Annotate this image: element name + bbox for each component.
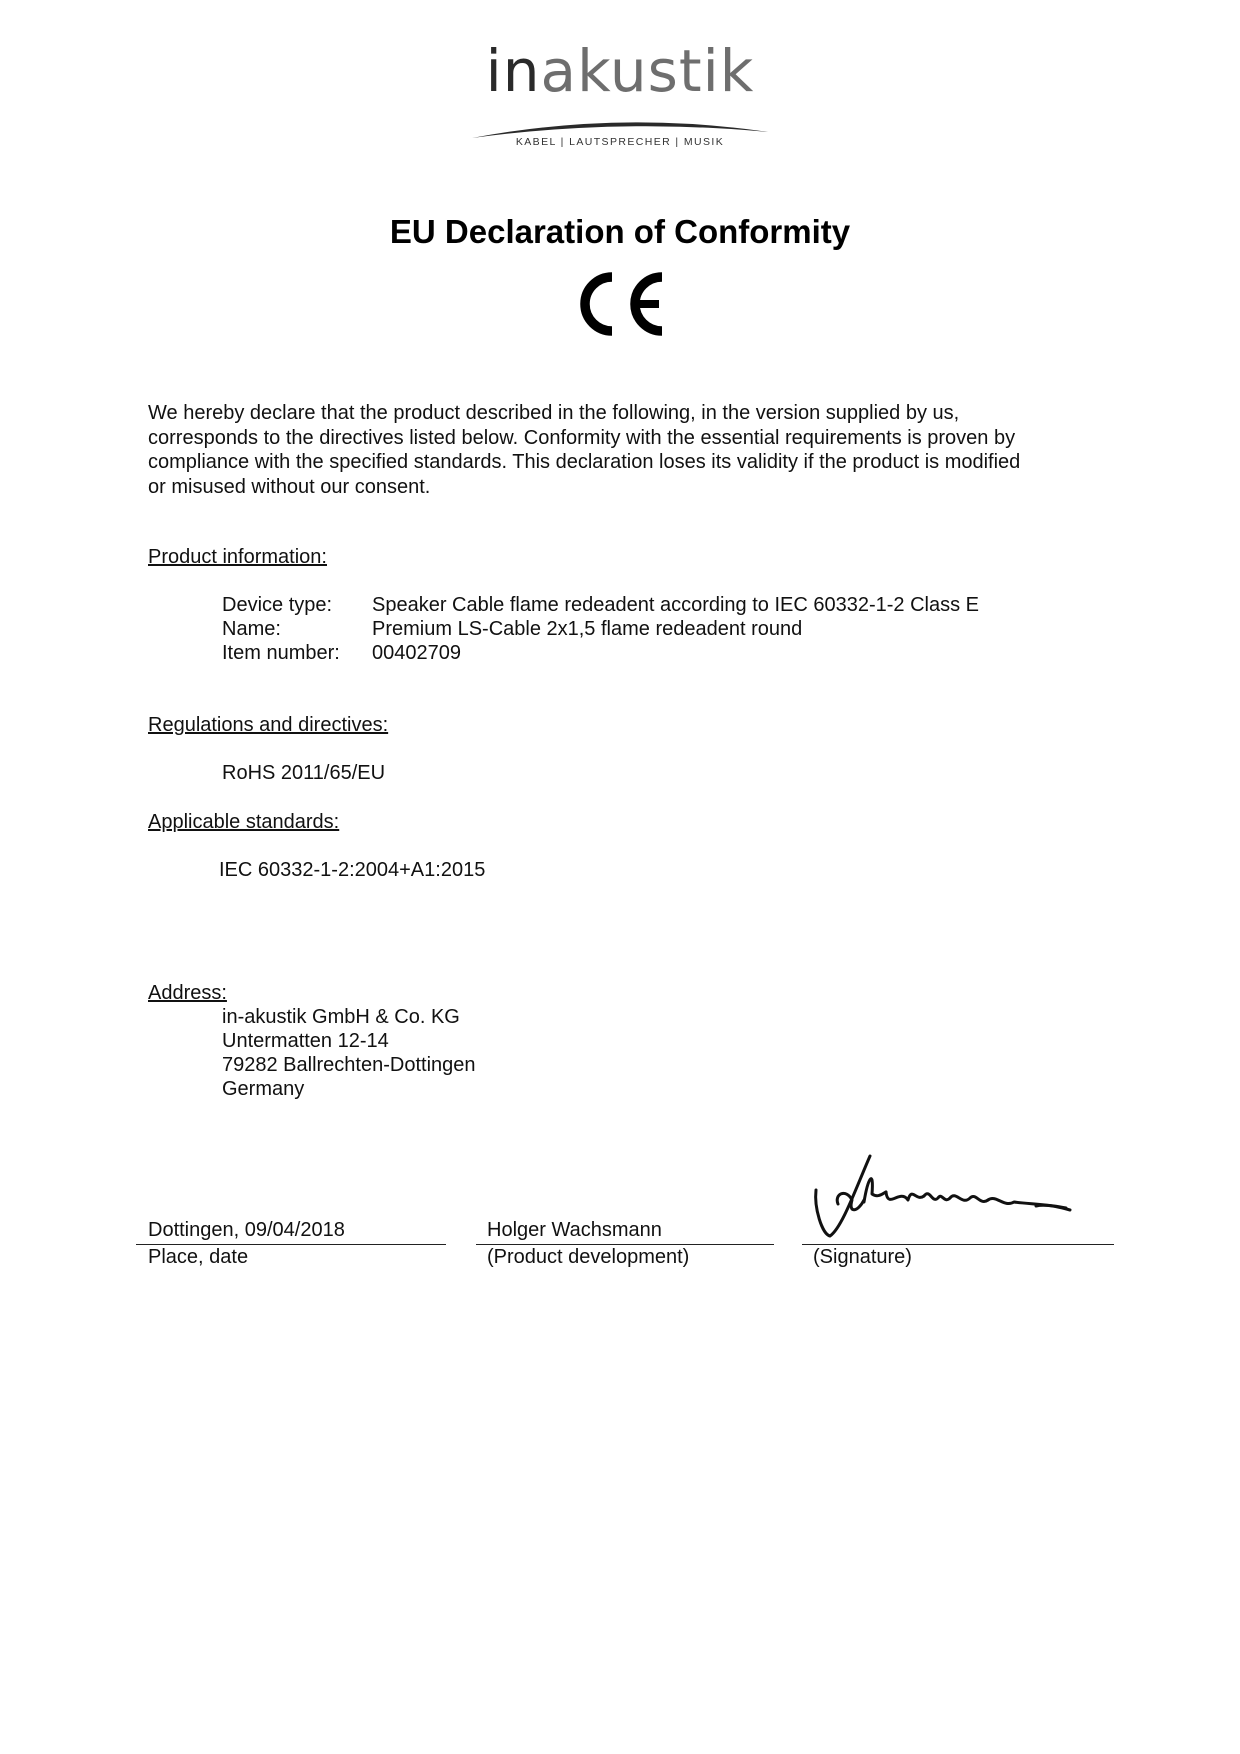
standards-value: IEC 60332-1-2:2004+A1:2015 (219, 859, 486, 881)
logo-name: akustik (540, 37, 755, 105)
logo-wordmark (440, 37, 800, 105)
signatory-name: Holger Wachsmann (487, 1219, 662, 1241)
item-number-label: Item number: (222, 642, 340, 664)
regulations-value: RoHS 2011/65/EU (222, 762, 386, 784)
product-info-heading: Product information: (148, 546, 327, 568)
logo-tagline: KABEL | LAUTSPRECHER | MUSIK (515, 136, 725, 148)
logo-prefix: in (485, 37, 541, 105)
signature-caption: (Signature) (813, 1246, 912, 1268)
place-date-value: Dottingen, 09/04/2018 (148, 1219, 345, 1241)
address-city: 79282 Ballrechten-Dottingen (222, 1054, 476, 1076)
device-type-row (222, 593, 979, 618)
intro-line: corresponds to the directives listed below. Conformity with the essential requirements is proven by (148, 426, 1016, 449)
address-street: Untermatten 12-14 (222, 1030, 389, 1052)
product-name-row (222, 617, 802, 642)
page-title: EU Declaration of Conformity (389, 213, 851, 250)
signatory-caption: (Product development) (487, 1246, 690, 1268)
standards-heading: Applicable standards: (148, 811, 340, 833)
device-type-label: Device type: (222, 594, 333, 616)
address-company: in-akustik GmbH & Co. KG (222, 1006, 460, 1028)
intro-line: We hereby declare that the product described in the following, in the version supplied by us, (148, 402, 960, 424)
intro-line: or misused without our consent. (148, 475, 431, 498)
declaration-paragraph (148, 401, 1088, 499)
intro-line: compliance with the specified standards. This declaration loses its validity if the product is modified (148, 451, 1021, 473)
product-name-value: Premium LS-Cable 2x1,5 flame redeadent round (372, 618, 803, 640)
ce-mark-icon (570, 268, 670, 340)
regulations-heading: Regulations and directives: (148, 714, 389, 736)
handwritten-signature (808, 1148, 1108, 1248)
item-number-value: 00402709 (372, 642, 461, 664)
item-number-row (222, 641, 461, 666)
company-logo (440, 37, 800, 150)
address-heading: Address: (148, 982, 227, 1004)
place-date-caption: Place, date (148, 1246, 249, 1268)
device-type-value: Speaker Cable flame redeadent according to IEC 60332-1-2 Class E (372, 594, 980, 616)
address-country: Germany (222, 1078, 305, 1100)
product-name-label: Name: (222, 618, 281, 640)
